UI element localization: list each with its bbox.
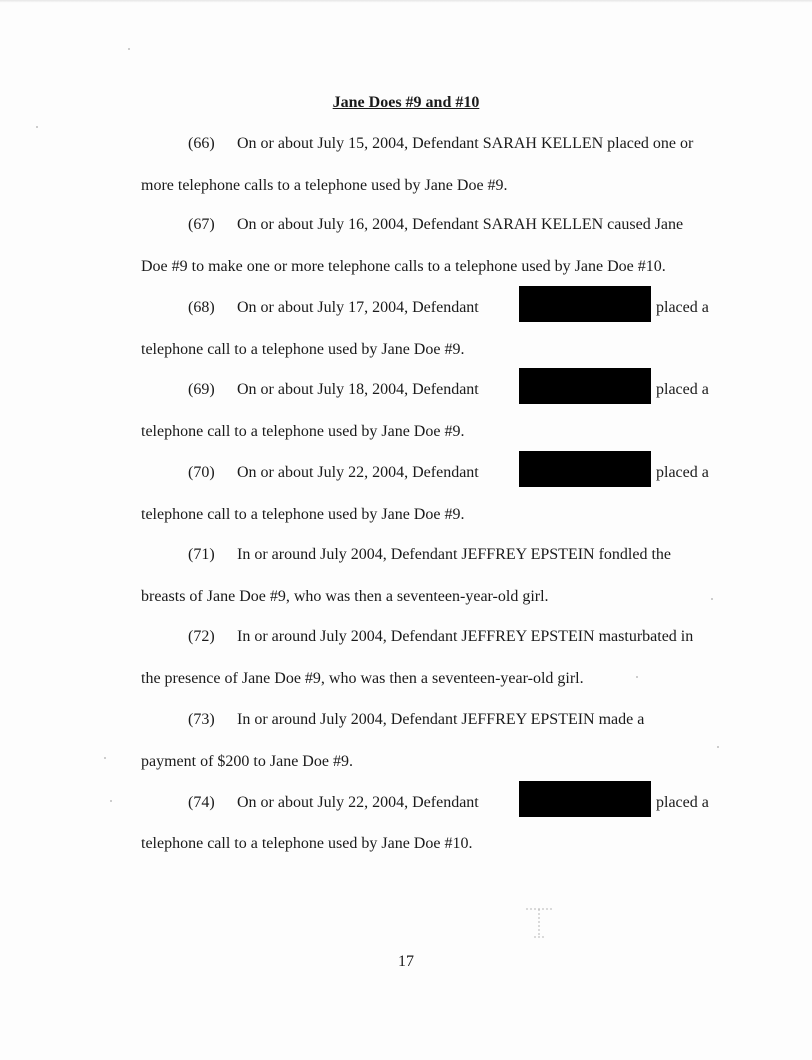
paragraph-70-line-1 [188, 463, 479, 483]
paragraph-text-after-redaction: placed a [656, 464, 709, 481]
paragraph-number: (68) [188, 299, 215, 316]
scan-speck [717, 746, 719, 748]
redaction-block [519, 286, 651, 322]
paragraph-72-line-1 [188, 627, 716, 647]
paragraph-number: (67) [188, 216, 215, 233]
paragraph-number: (71) [188, 546, 215, 563]
scan-speck [104, 757, 106, 759]
scan-edge [0, 0, 812, 3]
paragraph-73-line-2: payment of $200 to Jane Doe #9. [141, 753, 353, 770]
page-number: 17 [398, 953, 414, 970]
paragraph-68-line-2: telephone call to a telephone used by Jane Doe #9. [141, 341, 465, 358]
paragraph-74-line-1 [188, 793, 479, 813]
paragraph-66-line-1 [188, 134, 716, 154]
paragraph-text-after-redaction: placed a [656, 794, 709, 811]
paragraph-text: In or around July 2004, Defendant JEFFREY EPSTEIN made a [237, 711, 645, 728]
paragraph-text-after-redaction: placed a [656, 299, 709, 316]
paragraph-number: (70) [188, 464, 215, 481]
paragraph-67-line-2: Doe #9 to make one or more telephone calls to a telephone used by Jane Doe #10. [141, 258, 666, 275]
scan-speck [110, 800, 112, 802]
paragraph-66-line-2: more telephone calls to a telephone used by Jane Doe #9. [141, 177, 508, 194]
scan-artifact-mark [522, 903, 556, 943]
scan-speck [636, 676, 638, 678]
paragraph-text: On or about July 17, 2004, Defendant [237, 299, 479, 316]
paragraph-69-line-1 [188, 380, 479, 400]
paragraph-number: (69) [188, 381, 215, 398]
scan-speck [128, 48, 130, 50]
redaction-block [519, 451, 651, 487]
paragraph-71-line-1 [188, 545, 716, 565]
paragraph-number: (66) [188, 135, 215, 152]
paragraph-73-line-1 [188, 710, 716, 730]
paragraph-number: (72) [188, 628, 215, 645]
section-heading: Jane Does #9 and #10 [332, 94, 480, 111]
paragraph-text-after-redaction: placed a [656, 381, 709, 398]
paragraph-72-line-2: the presence of Jane Doe #9, who was then a seventeen-year-old girl. [141, 670, 584, 687]
paragraph-71-line-2: breasts of Jane Doe #9, who was then a seventeen-year-old girl. [141, 588, 549, 605]
paragraph-text: On or about July 15, 2004, Defendant SARAH KELLEN placed one or [237, 135, 694, 152]
paragraph-text: In or around July 2004, Defendant JEFFREY EPSTEIN fondled the [237, 546, 672, 563]
paragraph-text: On or about July 16, 2004, Defendant SARAH KELLEN caused Jane [237, 216, 684, 233]
paragraph-69-line-2: telephone call to a telephone used by Jane Doe #9. [141, 423, 465, 440]
paragraph-text: In or around July 2004, Defendant JEFFREY EPSTEIN masturbated in [237, 628, 694, 645]
scan-speck [711, 598, 713, 600]
paragraph-number: (73) [188, 711, 215, 728]
redaction-block [519, 368, 651, 404]
paragraph-68-line-1 [188, 298, 479, 318]
scan-speck [36, 126, 38, 128]
paragraph-text: On or about July 22, 2004, Defendant [237, 794, 479, 811]
paragraph-74-line-2: telephone call to a telephone used by Jane Doe #10. [141, 835, 473, 852]
paragraph-text: On or about July 22, 2004, Defendant [237, 464, 479, 481]
paragraph-70-line-2: telephone call to a telephone used by Jane Doe #9. [141, 506, 465, 523]
paragraph-67-line-1 [188, 215, 716, 235]
redaction-block [519, 781, 651, 817]
paragraph-text: On or about July 18, 2004, Defendant [237, 381, 479, 398]
paragraph-number: (74) [188, 794, 215, 811]
